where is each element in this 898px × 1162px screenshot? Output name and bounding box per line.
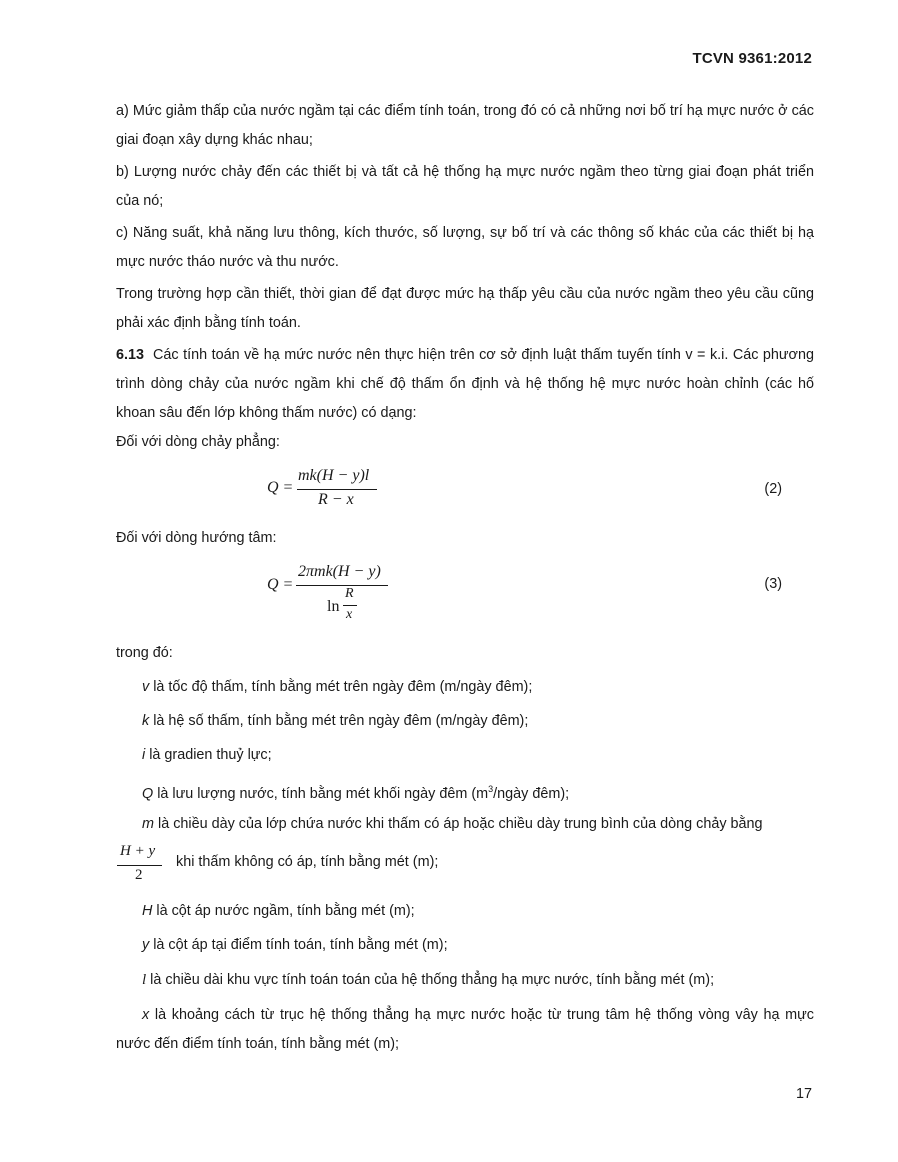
definition-v (142, 673, 532, 702)
eq2-denominator: R − x (318, 491, 354, 508)
standard-code: TCVN 9361:2012 (692, 50, 812, 67)
definition-y-text: là cột áp tại điểm tính toán, tính bằng mét (m); (149, 937, 448, 953)
eq2-fraction-line (297, 489, 377, 490)
definition-k (142, 707, 528, 736)
eq3-number: (3) (764, 576, 782, 592)
definition-v-text: là tốc độ thấm, tính bằng mét trên ngày đêm (m/ngày đêm); (149, 679, 533, 695)
eq3-inner-fraction-line (343, 605, 357, 606)
symbol-H: H (142, 903, 153, 919)
eq2-numerator: mk(H − y)l (298, 467, 370, 484)
where-label: trong đó: (116, 645, 173, 661)
definition-m-cont: khi thấm không có áp, tính bằng mét (m); (176, 854, 439, 870)
symbol-Q: Q (142, 785, 154, 802)
flat-flow-label: Đối với dòng chảy phẳng: (116, 434, 280, 450)
definition-x-text: là khoảng cách từ trục hệ thống thẳng hạ mực nước hoặc từ trung tâm hệ thống vòng vây hạ mực nước đến điểm tính toán, tính bằng mét (m); (116, 1007, 814, 1052)
symbol-v: v (142, 679, 150, 695)
definition-i (142, 741, 272, 770)
symbol-i: i (142, 747, 146, 763)
symbol-l: l (142, 972, 147, 988)
symbol-m: m (142, 816, 154, 832)
page-number: 17 (795, 1086, 812, 1102)
definition-Q-unit: /ngày đêm); (493, 785, 570, 802)
symbol-x: x (142, 1007, 150, 1023)
definition-i-text: là gradien thuỷ lực; (145, 747, 272, 763)
symbol-y: y (142, 937, 150, 953)
eq3-inner-denominator: x (346, 607, 353, 622)
eq3-numerator: 2πmk(H − y) (298, 563, 381, 580)
definition-l-text: là chiều dài khu vực tính toán toán của hệ thống thẳng hạ mực nước, tính bằng mét (m); (146, 972, 715, 988)
definition-Q (142, 775, 569, 809)
superscript-3: 3 (488, 784, 494, 794)
definition-y (142, 931, 448, 960)
eq2-lhs: Q = (267, 479, 294, 496)
symbol-k: k (142, 713, 150, 729)
paragraph-c: c) Năng suất, khả năng lưu thông, kích thước, số lượng, sự bố trí và các thông số khác của các thiết bị hạ mực nước tháo nước và thu nước. (116, 225, 814, 270)
paragraph-b: b) Lượng nước chảy đến các thiết bị và tất cả hệ thống hạ mực nước ngầm theo từng giai đoạn phát triển của nó; (116, 164, 814, 209)
definition-x (116, 1001, 814, 1059)
eq2-number: (2) (764, 481, 782, 497)
definition-Q-text: là lưu lượng nước, tính bằng mét khối ngày đêm (m (153, 785, 489, 802)
eq3-ln: ln (327, 598, 340, 615)
definition-k-text: là hệ số thấm, tính bằng mét trên ngày đêm (m/ngày đêm); (149, 713, 529, 729)
mean-numerator: H + y (120, 843, 156, 859)
mean-fraction-line (117, 865, 162, 866)
definition-H (142, 897, 415, 926)
paragraph-d: Trong trường hợp cần thiết, thời gian để đạt được mức hạ thấp yêu cầu của nước ngầm theo yêu cầu cũng phải xác định bằng tính toán. (116, 286, 814, 331)
eq3-lhs: Q = (267, 576, 294, 593)
section-number: 6.13 (116, 347, 145, 363)
section-6-13 (116, 341, 814, 428)
radial-flow-label: Đối với dòng hướng tâm: (116, 530, 277, 546)
definition-m-text: là chiều dày của lớp chứa nước khi thấm có áp hoặc chiều dày trung bình của dòng chảy bằng (154, 816, 763, 832)
definition-l (142, 966, 714, 995)
definition-H-text: là cột áp nước ngầm, tính bằng mét (m); (152, 903, 415, 919)
paragraph-a: a) Mức giảm thấp của nước ngầm tại các điểm tính toán, trong đó có cả những nơi bố trí hạ mực nước ở các giai đoạn xây dựng khác nhau; (116, 103, 814, 148)
definition-m (142, 810, 763, 839)
mean-denominator: 2 (135, 867, 143, 883)
section-text: Các tính toán về hạ mức nước nên thực hiện trên cơ sở định luật thấm tuyến tính v = k.i. Các phương trình dòng chảy của nước ngầm khi chế độ thấm ổn định và hệ thống hệ mực nước hoàn chỉnh (các hố khoan sâu đến lớp không thấm nước) có dạng: (116, 347, 814, 421)
eq3-inner-numerator: R (345, 586, 354, 601)
eq3-fraction-line (296, 585, 388, 586)
